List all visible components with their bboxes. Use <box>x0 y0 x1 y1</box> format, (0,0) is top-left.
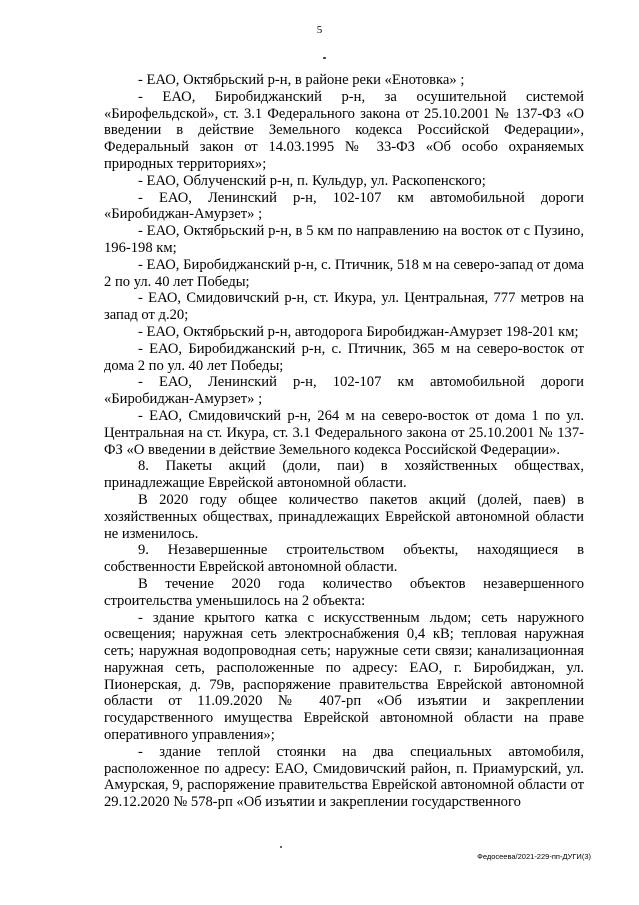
paragraph: - ЕАО, Смидовичский р-н, ст. Икура, ул. Центральная, 777 метров на запад от д.20; <box>104 290 584 324</box>
paragraph: - ЕАО, Облученский р-н, п. Кульдур, ул. Раскопенского; <box>138 172 486 189</box>
paragraph: - здание крытого катка с искусственным льдом; сеть наружного освещения; наружная сеть электроснабжения 0,4 кВ; тепловая наружная сеть; наружная водопроводная сеть; наружные сети связи; канализационная наружная сеть, расположенные по адресу: ЕАО, г. Биробиджан, ул. Пионерская, д. 79в, распоряжение правительства Еврейской автономной области от 11.09.2020 № 407-рп «Об изъятии и закреплении государственного имущества Еврейской автономной области на праве оперативного управления»; <box>104 609 584 744</box>
paragraph: - ЕАО, Биробиджанский р-н, с. Птичник, 365 м на северо-восток от дома 2 по ул. 40 лет Победы; <box>104 340 584 374</box>
section-heading: 8. Пакеты акций (доли, паи) в хозяйственных обществах, принадлежащие Еврейской автономной области. <box>104 458 584 492</box>
paragraph: - ЕАО, Октябрьский р-н, в 5 км по направлению на восток от с Пузино, 196-198 км; <box>104 223 584 256</box>
scan-speck <box>280 846 282 848</box>
paragraph: - ЕАО, Ленинский р-н, 102-107 км автомобильной дороги «Биробиджан-Амурзет» ; <box>104 374 584 408</box>
paragraph: - ЕАО, Ленинский р-н, 102-107 км автомобильной дороги «Биробиджан-Амурзет» ; <box>104 189 584 223</box>
paragraph: В течение 2020 года количество объектов незавершенного строительства уменьшилось на 2 объекта: <box>104 575 584 609</box>
paragraph: - ЕАО, Биробиджанский р-н, за осушительной системой «Бирофельдской», ст. 3.1 Федерального закона от 25.10.2001 № 137-ФЗ «О введении в действие Земельного кодекса Российской Федерации», Федеральный закон от 14.03.1995 № 33-ФЗ «Об особо охраняемых природных территориях»; <box>104 88 584 172</box>
paragraph: В 2020 году общее количество пакетов акций (долей, паев) в хозяйственных обществах, принадлежащих Еврейской автономной области не изменилось. <box>104 491 584 542</box>
paragraph: - ЕАО, Смидовичский р-н, 264 м на северо-восток от дома 1 по ул. Центральная на ст. Икура, ст. 3.1 Федерального закона от 25.10.2001 № 137-ФЗ «О введении в действие Земельного кодекса Российской Федерации». <box>104 407 584 458</box>
paragraph: - здание теплой стоянки на два специальных автомобиля, расположенное по адресу: ЕАО, Смидовичский район, п. Приамурский, ул. Амурская, 9, распоряжение правительства Еврейской автономной области от 29.12.2020 № 578-рп «Об изъятии и закреплении государственного <box>104 743 584 811</box>
document-footer: Федосеева/2021-229-пп-ДУГИ(3) <box>477 852 591 861</box>
page-number: 5 <box>316 24 323 36</box>
scan-speck <box>323 57 326 59</box>
paragraph: - ЕАО, Октябрьский р-н, в районе реки «Енотовка» ; <box>138 72 465 88</box>
paragraph: - ЕАО, Биробиджанский р-н, с. Птичник, 518 м на северо-запад от дома 2 по ул. 40 лет Победы; <box>104 256 584 290</box>
document-body <box>104 72 584 811</box>
paragraph: - ЕАО, Октябрьский р-н, автодорога Биробиджан-Амурзет 198-201 км; <box>138 323 579 340</box>
section-heading: 9. Незавершенные строительством объекты, находящиеся в собственности Еврейской автономной области. <box>104 542 584 576</box>
